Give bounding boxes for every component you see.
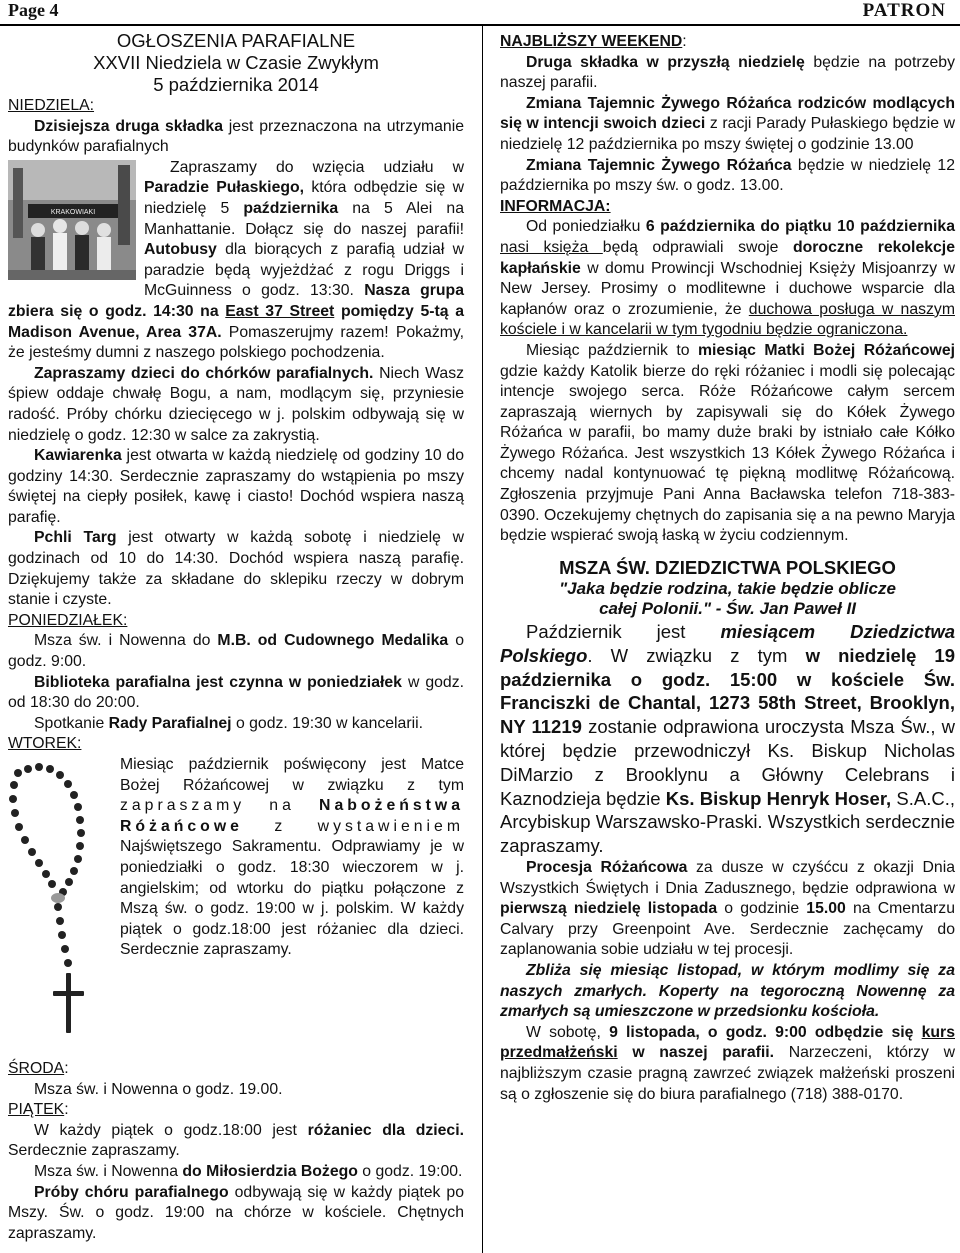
heritage-mass: Październik jest miesiącem Dziedzictwa Polskiego. W związku z tym w niedzielę 19 października o godz. 15:00 w kościele Św. Franciszki de Chantal, 1273 58th Street, Brooklyn, NY 11219 zostanie odprawiona uroczysta Msza Św., w której będzie przewodniczył Ks. Biskup Nicholas DiMarzio z Brooklynu a Główny Celebrans i Kaznodzieja będzie Ks. Biskup Henryk Hoser, S.A.C., Arcybiskup Warszawsko-Praski. Wszystkich serdecznie zapraszamy. bbox=[500, 621, 955, 857]
friday-heading: PIĄTEK: bbox=[8, 1101, 69, 1119]
column-divider bbox=[482, 26, 483, 1253]
right-column bbox=[500, 32, 955, 1105]
heritage-quote-2: całej Polonii." - Św. Jan Paweł II bbox=[599, 599, 856, 619]
monday-mass: Msza św. i Nowenna do M.B. od Cudownego Medalika o godz. 9:00. bbox=[8, 632, 464, 671]
page-number: Page 4 bbox=[8, 0, 59, 20]
svg-text:KRAKOWIAKI: KRAKOWIAKI bbox=[50, 208, 96, 216]
heritage-quote-1: "Jaka będzie rodzina, takie będzie oblicze bbox=[559, 578, 896, 598]
cafe-announcement: Kawiarenka jest otwarta w każdą niedzielę od godziny 10 do godziny 14:30. Serdecznie zapraszamy do wstąpienia po mszy świętej na ciepły posiłek, kawę i ciasto! Dochód wspiera naszą parafię. bbox=[8, 447, 464, 526]
parade-photo bbox=[8, 160, 136, 280]
parade-announcement: Zapraszamy do wzięcia udziału w Paradzie Pułaskiego, która odbędzie się w niedzielę 5 października na 5 Alei na Manhattanie. Dołącz się do naszej parafii! Autobusy dla biorących z parafią udział w paradzie będą wyjeżdżać z rogu Driggs i McGuinness o godz. 13:30. Nasza grupa zbiera się o godz. 14:30 na East 37 Street pomiędzy 5-tą a Madison Avenue, Area 37A. Pomaszerujmy razem! Pokażmy, że jesteśmy dumni z naszego polskiego pochodzenia. bbox=[8, 158, 464, 362]
children-choir: Zapraszamy dzieci do chórków parafialnych. Niech Wasz śpiew oddaje chwałę Bogu, a nam, modlącym się, przyniesie radość. Próby chórku dziecięcego w j. polskim odbywają się w niedzielę o godz. 12:30 w salce za zakrystią. bbox=[8, 364, 464, 444]
friday-mass: Msza św. i Nowenna do Miłosierdzia Bożego o godz. 19:00. bbox=[34, 1162, 463, 1180]
heritage-heading: MSZA ŚW. DZIEDZICTWA POLSKIEGO bbox=[559, 556, 896, 578]
sunday-name: XXVII Niedziela w Czasie Zwykłym bbox=[93, 52, 379, 73]
rosary-procession: Procesja Różańcowa za dusze w czyśćcu z okazji Dnia Wszystkich Świętych i Dnia Zadusznego, będzie odprawiona w pierwszą niedzielę listopada o godzinie 15.00 na Cmentarzu Calvary przy Greenpoint Ave. Serdecznie zachęcamy do zaplanowania sobie udziału w tej procesji. bbox=[500, 859, 956, 959]
rosary-month: Miesiąc październik to miesiąc Matki Bożej Różańcowej gdzie każdy Katolik bierze do ręki różaniec i modli się polecając intencje swojego serca. Róże Różańcowe całym sercem zapraszają wiernych by zapisywali się do Kółek Żywego Różańca w parafii, bo mamy duże braki by istniało całe Kółko Żywego Różańca. Jest wszystkich 13 Kółek Żywego Różańca i chcemy nadal kontynuować tę piękną modlitwę Różańcową. Zgłoszenia przyjmuje Pani Anna Bacławska telefon 718-383-0390. Oczekujemy chętnych do zapisania się a na pewno Maryja będzie wspierać swoją łaską w życiu codziennym. bbox=[500, 341, 955, 545]
sunday-heading: NIEDZIELA: bbox=[8, 97, 95, 114]
wednesday-mass: Msza św. i Nowenna o godz. 19.00. bbox=[34, 1080, 283, 1098]
weekend-heading: NAJBLIŻSZY WEEKEND: bbox=[500, 33, 687, 50]
announcements-title: OGŁOSZENIA PARAFIALNE bbox=[116, 30, 356, 51]
rosary-devotions: Miesiąc październik poświęcony jest Matce Bożej Różańcowej w związku z tym zapraszamy na Nabożeństwa Różańcowe z wystawieniem Najświętszego Sakramentu. Odprawiamy je w poniedziałki o godz. 18:30 wieczorem w j. angielskim; od wtorku do piątku połączone z Mszą św. o godz. 19:00 w j. polskim. W każdy piątek o godz.18:00 jest różaniec dla dzieci. Serdecznie zapraszamy. bbox=[120, 756, 464, 959]
info-heading: INFORMACJA: bbox=[500, 197, 611, 215]
rosary-icon bbox=[8, 759, 112, 1059]
wednesday-heading: ŚRODA: bbox=[8, 1060, 69, 1077]
next-collection: Druga składka w przyszłą niedzielę będzie na potrzeby naszej parafii. bbox=[500, 53, 955, 92]
november-novena: Zbliża się miesiąc listopad, w którym modlimy się za naszych zmarłych. Koperty na tegoroczną Nowennę za zmarłych są umieszczone w przedsionku kościoła. bbox=[500, 961, 955, 1021]
marriage-course: W sobotę, 9 listopada, o godz. 9:00 odbędzie się kurs przedmałżeński w naszej parafii. Narzeczeni, którzy w najbliższym czasie pragną zawrzeć związek małżeński proszeni są o zgłoszenie się do biura parafialnego (718) 388-0170. bbox=[500, 1023, 955, 1103]
rosary-change: Zmiana Tajemnic Żywego Różańca będzie w niedzielę 12 października po mszy św. o godz. 13.00. bbox=[500, 156, 955, 195]
flea-market: Pchli Targ jest otwarty w każdą sobotę i niedzielę w godzinach od 10 do 14:30. Dochód wspiera naszą parafię. Dziękujemy także za składane do sklepiku rzeczy w dobrym stanie i czyste. bbox=[8, 529, 465, 609]
sunday-collection: Dzisiejsza druga składka jest przeznaczona na utrzymanie budynków parafialnych bbox=[8, 117, 464, 156]
tuesday-heading: WTOREK: bbox=[8, 735, 82, 753]
choir-rehearsal: Próby chóru parafialnego odbywają się w każdy piątek po Mszy. Św. o godz. 19:00 na chórze w kościele. Chętnych zapraszamy. bbox=[8, 1183, 465, 1242]
date-line: 5 października 2014 bbox=[153, 74, 319, 95]
parents-rosary-change: Zmiana Tajemnic Żywego Różańca rodziców modlących się w intencji swoich dzieci z racji Parady Pułaskiego będzie w niedzielę 12 października po mszy świętej o godzinie 13.00 bbox=[500, 94, 955, 153]
page-header bbox=[0, 0, 960, 26]
left-column bbox=[8, 30, 464, 1244]
newsletter-name: PATRON bbox=[862, 0, 946, 21]
priests-retreat: Od poniedziałku 6 października do piątku 10 października nasi księża będą odprawiali swoje doroczne rekolekcje kapłańskie w domu Prowincji Wschodniej Księży Misjoanrzy w New Jersey. Prosimy o modlitewne i duchowe wsparcie dla kapłanów oraz o zrozumienie, że duchowa posługa w naszym kościele i w kancelarii w tym tygodniu będzie ograniczona. bbox=[500, 218, 955, 339]
monday-heading: PONIEDZIAŁEK: bbox=[8, 611, 128, 629]
friday-rosary: W każdy piątek o godz.18:00 jest różaniec dla dzieci. Serdecznie zapraszamy. bbox=[8, 1121, 464, 1160]
council-meeting: Spotkanie Rady Parafialnej o godz. 19:30 w kancelarii. bbox=[34, 714, 424, 732]
library-hours: Biblioteka parafialna jest czynna w poniedziałek w godz. od 18:30 do 20:00. bbox=[8, 673, 464, 712]
